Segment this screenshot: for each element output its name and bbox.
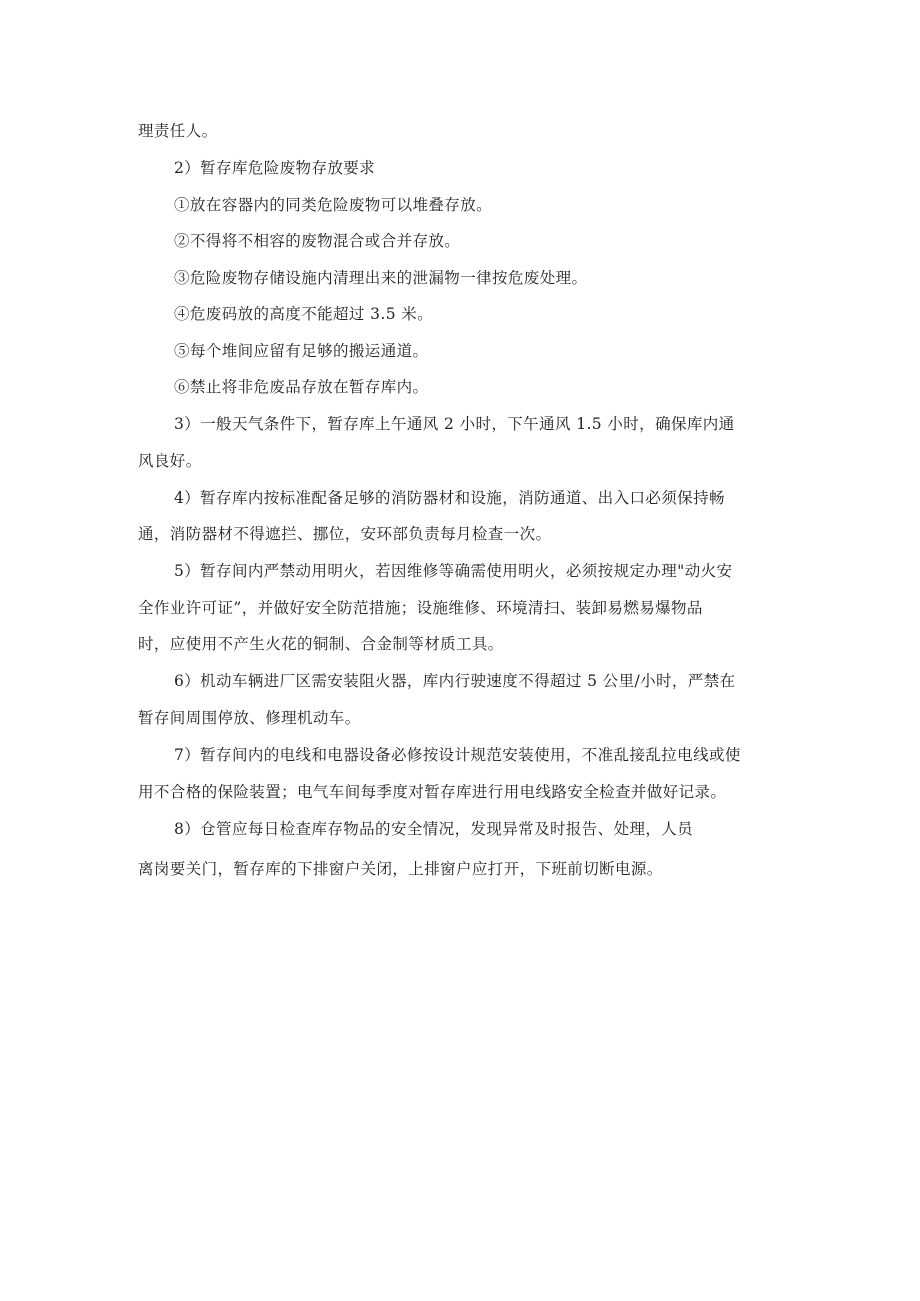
paragraph-line: 3）一般天气条件下，暂存库上午通风 2 小时，下午通风 1.5 小时，确保库内通 [174,415,735,433]
text-line: 理责任人。 [138,122,218,140]
paragraph-line: 全作业许可证”，并做好安全防范措施；设施维修、环境清扫、装卸易燃易爆物品 [138,599,703,617]
list-item: ③危险废物存储设施内清理出来的泄漏物一律按危废处理。 [174,269,588,287]
paragraph-line: 离岗要关门，暂存库的下排窗户关闭，上排窗户应打开，下班前切断电源。 [138,860,663,878]
paragraph-line: 5）暂存间内严禁动用明火，若因维修等确需使用明火，必须按规定办理"动火安 [174,562,733,580]
paragraph-line: 时，应使用不产生火花的铜制、合金制等材质工具。 [138,635,504,653]
list-item: ⑤每个堆间应留有足够的搬运通道。 [174,342,429,360]
paragraph-line: 风良好。 [138,452,202,470]
list-item: ①放在容器内的同类危险废物可以堆叠存放。 [174,196,493,214]
list-item: ⑥禁止将非危废品存放在暂存库内。 [174,378,429,396]
section-heading: 2）暂存库危险废物存放要求 [174,159,376,177]
paragraph-line: 用不合格的保险装置；电气车间每季度对暂存库进行用电线路安全检查并做好记录。 [138,783,727,801]
paragraph-line: 通，消防器材不得遮拦、挪位，安环部负责每月检查一次。 [138,525,552,543]
list-item: ④危废码放的高度不能超过 3.5 米。 [174,305,434,323]
paragraph-line: 8）仓管应每日检查库存物品的安全情况，发现异常及时报告、处理，人员 [174,820,694,838]
paragraph-line: 暂存间周围停放、修理机动车。 [138,709,361,727]
list-item: ②不得将不相容的废物混合或合并存放。 [174,232,461,250]
paragraph-line: 7）暂存间内的电线和电器设备必修按设计规范安装使用，不准乱接乱拉电线或使 [174,746,741,764]
paragraph-line: 6）机动车辆进厂区需安装阻火器，库内行驶速度不得超过 5 公里/小时，严禁在 [174,672,736,690]
paragraph-line: 4）暂存库内按标准配备足够的消防器材和设施，消防通道、出入口必须保持畅 [174,489,725,507]
